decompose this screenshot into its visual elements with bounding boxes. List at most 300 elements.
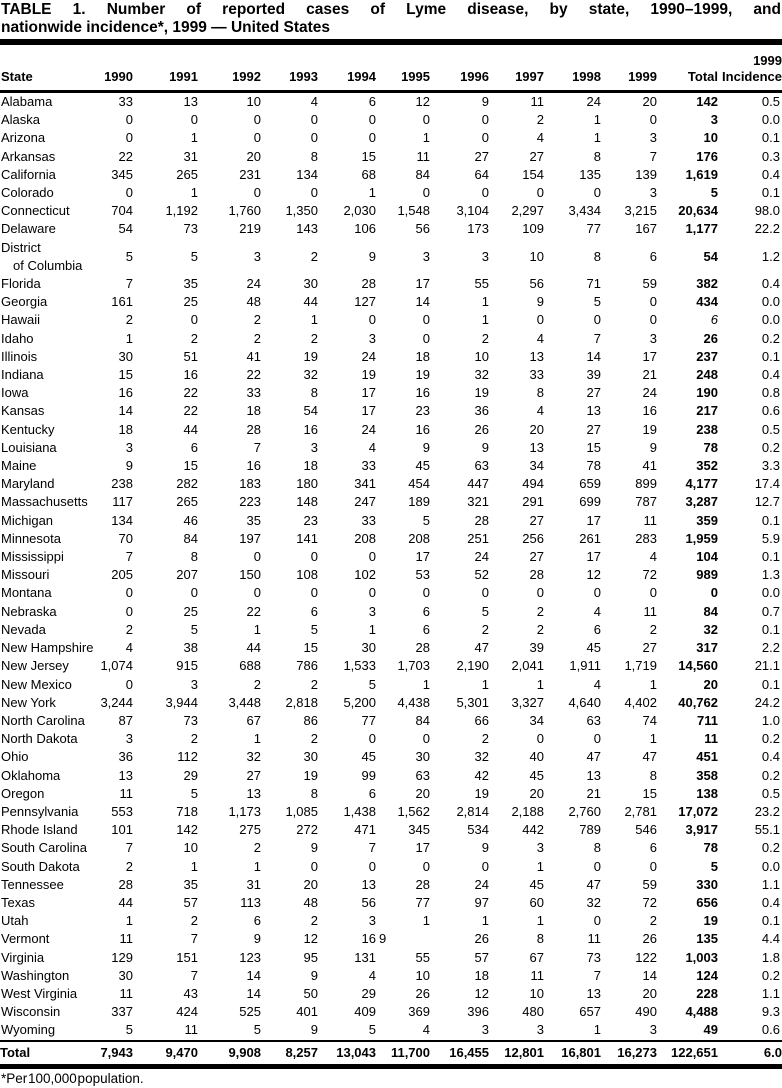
year-value-cell: 1 [536,913,544,929]
year-value-cell: 47 [474,640,489,656]
incidence-cell: 0.0 [761,585,780,601]
table-row [0,694,782,712]
incidence-cell: 1.8 [761,949,780,965]
year-value-cell: 1 [649,731,657,747]
year-value-cell: 11 [119,931,133,947]
table-footnote: *Per 100,000 population. [1,1070,144,1086]
year-value-cell: 84 [183,530,198,546]
table-row [0,621,782,639]
table-row [0,1003,782,1021]
year-value-cell: 99 [361,767,376,783]
year-value-cell: 345 [408,822,430,838]
year-value-cell: 73 [183,221,198,237]
year-value-cell: 161 [111,294,133,310]
year-value-cell: 55 [474,276,489,292]
year-value-cell: 9 [481,840,489,856]
year-value-cell: 6 [368,94,376,109]
total-cell: 989 [696,567,718,583]
year-value-cell: 3,215 [624,203,657,219]
year-value-cell: 13 [529,439,544,455]
year-value-cell: 9 [649,439,657,455]
year-value-cell: 8 [190,549,198,565]
year-value-cell: 9 [125,458,133,474]
year-value-cell: 50 [303,985,318,1001]
incidence-cell: 0.0 [761,294,780,310]
year-value-cell: 265 [176,166,198,182]
incidence-cell: 0.6 [761,1022,780,1038]
year-value-cell: 337 [111,1004,133,1020]
year-value-cell: 143 [296,221,318,237]
year-value-cell: 2,781 [624,803,657,819]
year-value-cell: 10 [415,967,430,983]
year-value-cell: 3 [649,130,657,146]
total-cell: 1,003 [685,949,718,965]
year-value-cell: 2 [481,731,489,747]
year-value-cell: 7 [649,148,657,164]
year-value-cell: 0 [536,731,544,747]
table-row [0,530,782,548]
year-value-cell: 2 [649,621,657,637]
column-header-1999: 1999 [601,45,657,92]
year-value-cell: 0 [310,112,318,128]
incidence-cell: 0.8 [761,385,780,401]
incidence-cell: 1.3 [761,567,780,583]
year-value-cell: 1 [481,913,489,929]
year-value-cell: 16 [415,385,430,401]
table-row [0,384,782,402]
table-header [0,45,782,92]
year-value-cell: 28 [529,567,544,583]
state-cell: Nebraska [1,603,57,619]
incidence-cell: 4.4 [761,931,780,947]
table-row [0,785,782,803]
year-value-cell: 1 [481,676,489,692]
year-value-cell: 44 [183,421,198,437]
year-value-cell: 26 [415,985,430,1001]
year-value-cell: 0 [253,130,261,146]
table-row [0,421,782,439]
year-value-cell: 272 [296,822,318,838]
year-value-cell: 31 [246,876,261,892]
year-value-cell: 1 [422,130,430,146]
table-row [0,949,782,967]
year-value-cell: 54 [118,221,133,237]
year-value-cell: 33 [246,385,261,401]
year-value-cell: 45 [361,749,376,765]
year-value-cell: 321 [467,494,489,510]
year-value-cell: 9,470 [133,1041,198,1067]
year-value-cell: 8 [310,785,318,801]
year-value-cell: 11 [643,512,657,528]
year-value-cell: 1 [190,130,198,146]
year-value-cell: 1 [422,676,430,692]
year-value-cell: 20 [415,785,430,801]
year-value-cell: 6 [649,248,657,264]
year-value-cell: 1 [125,330,133,346]
year-value-cell: 275 [239,822,261,838]
table-row [0,439,782,457]
year-value-cell: 9 [481,439,489,455]
incidence-cell: 6.0 [718,1041,782,1067]
year-value-cell: 534 [467,822,489,838]
year-value-cell: 35 [183,276,198,292]
year-value-cell: 16 [415,421,430,437]
year-value-cell: 396 [467,1004,489,1020]
state-cell: Massachusetts [1,494,88,510]
year-value-cell: 16 [246,458,261,474]
incidence-cell: 1.0 [761,712,780,728]
year-value-cell: 7,943 [70,1041,133,1067]
year-value-cell: 23 [303,512,318,528]
incidence-cell: 17.4 [754,476,780,492]
year-value-cell: 265 [176,494,198,510]
year-value-cell: 63 [415,767,430,783]
total-cell: 3,917 [685,822,718,838]
year-value-cell: 0 [368,858,376,874]
column-header-total: Total [657,45,718,92]
year-value-cell: 3 [649,1022,657,1038]
year-value-cell: 44 [303,294,318,310]
year-value-cell: 87 [118,712,133,728]
year-value-cell: 24 [246,276,261,292]
year-value-cell: 26 [474,421,489,437]
year-value-cell: 8 [593,840,601,856]
column-header-1997: 1997 [489,45,544,92]
year-value-cell: 38 [183,640,198,656]
state-cell: New York [1,694,56,710]
year-value-cell: 27 [529,549,544,565]
table-row [0,111,782,129]
state-cell: Missouri [1,567,50,583]
total-cell: 330 [696,876,718,892]
year-value-cell: 20 [529,421,544,437]
year-value-cell: 3,104 [456,203,489,219]
year-value-cell: 10 [474,348,489,364]
year-value-cell: 1 [536,676,544,692]
state-cell: Oregon [1,785,45,801]
year-value-cell: 1 [536,858,544,874]
total-cell: 1,959 [685,530,718,546]
year-value-cell: 150 [239,567,261,583]
year-value-cell: 4 [536,403,544,419]
year-value-cell: 0 [593,312,601,328]
state-cell: Oklahoma [1,767,61,783]
year-value-cell: 22 [183,403,198,419]
year-value-cell: 73 [183,712,198,728]
year-value-cell: 2 [125,312,133,328]
year-value-cell: 0 [536,312,544,328]
year-value-cell: 2 [125,621,133,637]
column-header-1994: 1994 [318,45,376,92]
state-cell: Texas [1,894,35,910]
state-cell: Colorado [1,185,54,201]
table-row [0,366,782,384]
year-value-cell: 9 [368,248,376,264]
year-value-cell: 127 [354,294,376,310]
table-row [0,603,782,621]
year-value-cell: 30 [415,749,430,765]
year-value-cell: 3,244 [100,694,133,710]
year-value-cell: 4 [536,130,544,146]
year-value-cell: 22 [246,367,261,383]
year-value-cell: 151 [176,949,198,965]
year-value-cell: 52 [474,567,489,583]
year-value-cell: 3,327 [511,694,544,710]
total-cell: 138 [696,785,718,801]
year-value-cell: 19 [303,348,318,364]
year-value-cell: 27 [642,640,657,656]
year-value-cell: 20 [529,785,544,801]
table-row [0,767,782,785]
total-cell: 4,177 [685,476,718,492]
year-value-cell: 9 [379,931,387,947]
year-value-cell: 43 [183,985,198,1001]
year-value-cell: 9 [310,967,318,983]
year-value-cell: 56 [361,894,376,910]
year-value-cell: 11 [184,1022,198,1038]
incidence-cell: 0.4 [761,367,780,383]
year-value-cell: 77 [361,712,376,728]
incidence-cell: 0.0 [761,312,780,328]
state-name-line2: of Columbia [13,257,83,273]
year-value-cell: 32 [474,749,489,765]
year-value-cell: 0 [422,312,430,328]
year-value-cell: 57 [183,894,198,910]
year-value-cell: 11 [530,967,544,983]
total-cell: 237 [696,348,718,364]
year-value-cell: 11,700 [376,1041,430,1067]
year-value-cell: 17 [415,840,430,856]
year-value-cell: 102 [354,567,376,583]
year-value-cell: 27 [586,421,601,437]
year-value-cell: 1 [190,185,198,201]
year-value-cell: 0 [368,312,376,328]
total-cell: 104 [696,549,718,565]
year-value-cell: 208 [354,530,376,546]
year-value-cell: 1 [481,312,489,328]
table-row [0,330,782,348]
total-cell: 26 [703,330,718,346]
year-value-cell: 108 [296,567,318,583]
total-cell: 122,651 [657,1041,718,1067]
year-value-cell: 48 [303,894,318,910]
year-value-cell: 1,074 [100,658,133,674]
year-value-cell: 2 [481,621,489,637]
year-value-cell: 10 [529,248,544,264]
year-value-cell: 3 [649,185,657,201]
year-value-cell: 688 [239,658,261,674]
year-value-cell: 67 [529,949,544,965]
year-value-cell: 0 [125,676,133,692]
year-value-cell: 8 [536,931,544,947]
year-value-cell: 6 [593,621,601,637]
year-value-cell: 1 [593,112,601,128]
year-value-cell: 167 [635,221,657,237]
year-value-cell: 1 [190,858,198,874]
state-cell: Arkansas [1,148,56,164]
state-name-line1: District [1,239,41,255]
total-cell: 317 [696,640,718,656]
year-value-cell: 0 [422,731,430,747]
year-value-cell: 30 [303,749,318,765]
year-value-cell: 41 [642,458,657,474]
year-value-cell: 32 [303,367,318,383]
year-value-cell: 9 [422,439,430,455]
year-value-cell: 22 [246,603,261,619]
year-value-cell: 0 [593,731,601,747]
year-value-cell: 4 [310,94,318,109]
state-cell: Indiana [1,367,44,383]
year-value-cell: 5 [190,248,198,264]
table-row [0,967,782,985]
state-cell: Alaska [1,112,41,128]
state-cell: Minnesota [1,530,61,546]
total-cell: 142 [696,94,718,109]
table-row [0,584,782,602]
year-value-cell: 8,257 [261,1041,318,1067]
year-value-cell: 117 [112,494,133,510]
year-value-cell: 5 [190,785,198,801]
total-row [0,1041,782,1067]
year-value-cell: 63 [474,458,489,474]
table-row [0,876,782,894]
year-value-cell: 0 [536,585,544,601]
year-value-cell: 409 [354,1004,376,1020]
year-value-cell: 11 [587,931,601,947]
year-value-cell: 9 [310,1022,318,1038]
year-value-cell: 5,200 [343,694,376,710]
table-row [0,985,782,1003]
year-value-cell: 112 [177,749,198,765]
total-cell: 359 [696,512,718,528]
year-value-cell: 1,438 [343,803,376,819]
state-cell: Louisiana [1,439,57,455]
year-value-cell: 48 [246,294,261,310]
total-cell: 176 [696,148,718,164]
year-value-cell: 13 [529,348,544,364]
year-value-cell: 4,438 [397,694,430,710]
year-value-cell: 14 [118,403,133,419]
year-value-cell: 21 [586,785,601,801]
year-value-cell: 10 [529,985,544,1001]
incidence-cell: 0.2 [761,840,780,856]
state-cell: Iowa [1,385,29,401]
year-value-cell: 454 [408,476,430,492]
year-value-cell: 54 [303,403,318,419]
year-value-cell: 0 [310,858,318,874]
year-value-cell: 490 [635,1004,657,1020]
state-cell: Alabama [1,94,53,109]
incidence-cell: 0.1 [761,913,780,929]
column-header-1990: 1990 [70,45,133,92]
year-value-cell: 5 [368,676,376,692]
year-value-cell: 0 [649,112,657,128]
year-value-cell: 34 [529,458,544,474]
incidence-cell: 24.2 [754,694,780,710]
year-value-cell: 1,548 [397,203,430,219]
year-value-cell: 8 [593,148,601,164]
year-value-cell: 14 [415,294,430,310]
year-value-cell: 1 [422,913,430,929]
year-value-cell: 3 [536,1022,544,1038]
year-value-cell: 1,562 [397,803,430,819]
year-value-cell: 3,944 [165,694,198,710]
year-value-cell: 5 [481,603,489,619]
year-value-cell: 15 [303,640,318,656]
state-cell: Arizona [1,130,46,146]
incidence-cell: 1.2 [761,248,780,264]
column-header-incidence-line1: 1999 [753,53,782,68]
table-row [0,639,782,657]
year-value-cell: 525 [239,1004,261,1020]
year-value-cell: 25 [183,603,198,619]
year-value-cell: 0 [422,585,430,601]
state-cell: Kentucky [1,421,55,437]
year-value-cell: 1,760 [228,203,261,219]
year-value-cell: 197 [239,530,261,546]
year-value-cell: 31 [183,148,198,164]
year-value-cell: 47 [586,749,601,765]
year-value-cell: 0 [125,130,133,146]
state-cell: Wyoming [1,1022,56,1038]
total-cell: 6 [710,312,718,328]
year-value-cell: 8 [310,148,318,164]
column-header-1998: 1998 [544,45,601,92]
incidence-cell: 0.3 [761,148,780,164]
year-value-cell: 1 [253,731,261,747]
year-value-cell: 1 [253,621,261,637]
year-value-cell: 0 [481,858,489,874]
year-value-cell: 30 [303,276,318,292]
table-row [0,166,782,184]
year-value-cell: 12 [415,94,430,109]
year-value-cell: 2 [310,248,318,264]
year-value-cell: 28 [118,876,133,892]
year-value-cell: 97 [474,894,489,910]
year-value-cell: 42 [474,767,489,783]
year-value-cell: 16 [361,931,376,947]
year-value-cell: 13 [586,985,601,1001]
year-value-cell: 3 [368,330,376,346]
year-value-cell: 6 [649,840,657,856]
year-value-cell: 30 [118,967,133,983]
year-value-cell: 0 [481,112,489,128]
year-value-cell: 7 [190,931,198,947]
year-value-cell: 28 [246,421,261,437]
year-value-cell: 27 [529,148,544,164]
year-value-cell: 0 [593,185,601,201]
year-value-cell: 657 [579,1004,601,1020]
year-value-cell: 129 [111,949,133,965]
year-value-cell: 9,908 [198,1041,261,1067]
column-header-state: State [0,45,70,92]
incidence-cell: 0.4 [761,894,780,910]
year-value-cell: 36 [118,749,133,765]
incidence-cell: 0.0 [761,112,780,128]
year-value-cell: 41 [246,348,261,364]
year-value-cell: 6 [253,913,261,929]
total-cell: 352 [696,458,718,474]
state-cell: Kansas [1,403,45,419]
table-row [0,839,782,857]
year-value-cell: 5 [368,1022,376,1038]
year-value-cell: 189 [408,494,430,510]
incidence-cell: 0.2 [761,330,780,346]
total-cell: 20,634 [678,203,718,219]
year-value-cell: 16,801 [544,1041,601,1067]
incidence-cell: 21.1 [754,658,780,674]
table-row [0,148,782,166]
